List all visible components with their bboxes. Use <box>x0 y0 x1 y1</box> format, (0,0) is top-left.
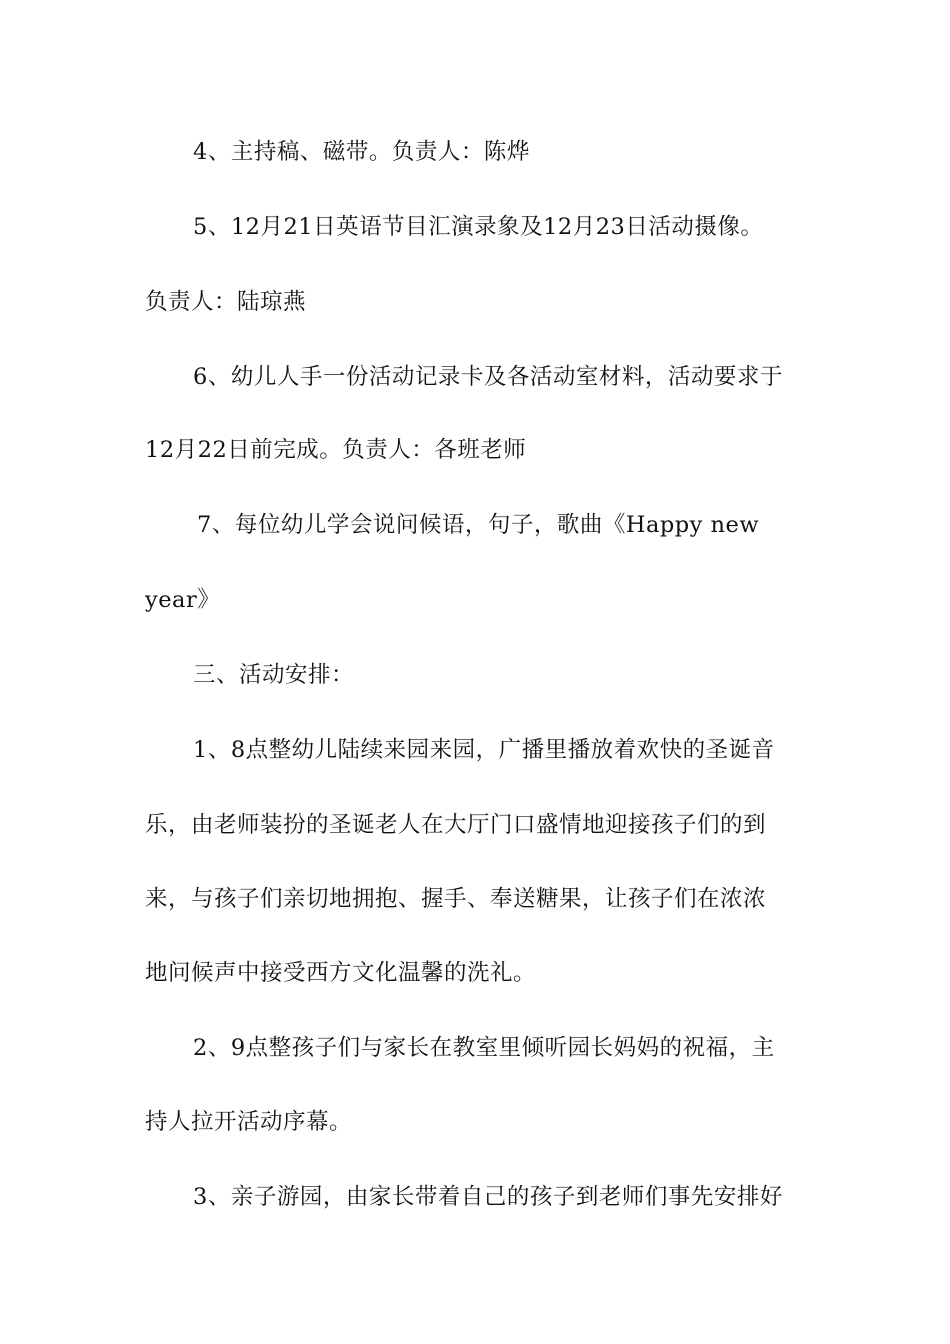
paragraph-line: 1、8点整幼儿陆续来园来园，广播里播放着欢快的圣诞音 <box>193 737 775 763</box>
paragraph-line: 5、12月21日英语节目汇演录象及12月23日活动摄像。 <box>193 214 764 240</box>
paragraph-line: 2、9点整孩子们与家长在教室里倾听园长妈妈的祝福，主 <box>193 1035 775 1061</box>
paragraph-line: 来，与孩子们亲切地拥抱、握手、奉送糖果，让孩子们在浓浓 <box>145 886 767 912</box>
paragraph-line: 负责人：陆琼燕 <box>145 289 307 315</box>
paragraph-line: 7、每位幼儿学会说问候语，句子，歌曲《Happy new <box>197 512 760 538</box>
paragraph-line: 持人拉开活动序幕。 <box>145 1109 353 1135</box>
paragraph-line: 3、亲子游园，由家长带着自己的孩子到老师们事先安排好 <box>193 1184 783 1210</box>
paragraph-line: 乐，由老师装扮的圣诞老人在大厅门口盛情地迎接孩子们的到 <box>145 812 767 838</box>
paragraph-line: 6、幼儿人手一份活动记录卡及各活动室材料，活动要求于 <box>193 364 783 390</box>
section-heading: 三、活动安排： <box>193 662 355 688</box>
paragraph-line: 4、主持稿、磁带。负责人：陈烨 <box>193 139 530 165</box>
paragraph-line: 地问候声中接受西方文化温馨的洗礼。 <box>145 960 537 986</box>
paragraph-line: 12月22日前完成。负责人：各班老师 <box>145 437 527 463</box>
paragraph-line: year》 <box>145 587 221 613</box>
